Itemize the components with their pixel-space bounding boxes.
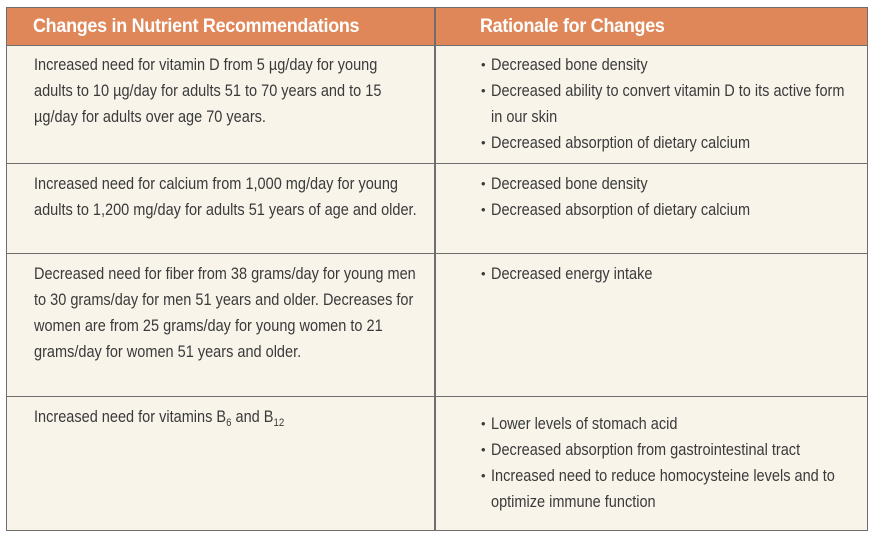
row-recommendation	[34, 404, 419, 436]
recommendation-text: Increased need for vitamins $B_6$ and $B_{12}$	[34, 408, 285, 429]
row-recommendation	[34, 52, 419, 130]
table-header	[7, 8, 867, 46]
list-item: • Decreased bone density	[481, 52, 856, 78]
list-item: • Decreased bone density	[481, 171, 856, 197]
list-item: • Decreased absorption from gastrointestinal tract	[481, 437, 856, 463]
header-col-rationale: Rationale for Changes	[480, 15, 665, 37]
recommendation-text: Increased need for vitamin D from 5 µg/day for young adults to 10 µg/day for adults 51 to 70 years and to 15 µg/day for adults over age 70 years.	[34, 56, 382, 126]
list-item: • Lower levels of stomach acid	[481, 411, 856, 437]
table-row	[7, 397, 867, 530]
row-recommendation	[34, 261, 419, 365]
list-item: • Decreased absorption of dietary calcium	[481, 197, 856, 223]
list-item: • Decreased ability to convert vitamin D to its active form in our skin	[481, 78, 856, 130]
rationale-list	[481, 411, 856, 515]
recommendation-text: Decreased need for fiber from 38 grams/day for young men to 30 grams/day for men 51 years and older. Decreases for women are from 25 grams/day for young women to 21 grams/day for women 51 years and older.	[34, 265, 416, 361]
rationale-list	[481, 52, 856, 156]
nutrient-table	[6, 7, 868, 531]
rationale-list	[481, 171, 856, 223]
subscript: 6	[226, 417, 232, 429]
recommendation-text: Increased need for calcium from 1,000 mg/day for young adults to 1,200 mg/day for adults 51 years of age and older.	[34, 175, 417, 219]
list-item: • Decreased energy intake	[481, 261, 856, 287]
list-item: • Decreased absorption of dietary calcium	[481, 130, 856, 156]
table-row	[7, 164, 867, 254]
list-item: • Increased need to reduce homocysteine levels and to optimize immune function	[481, 463, 856, 515]
row-recommendation	[34, 171, 419, 223]
table-row	[7, 46, 867, 164]
rationale-list	[481, 261, 856, 287]
header-col-changes: Changes in Nutrient Recommendations	[33, 15, 360, 37]
subscript: 12	[273, 417, 285, 429]
table-row	[7, 254, 867, 397]
